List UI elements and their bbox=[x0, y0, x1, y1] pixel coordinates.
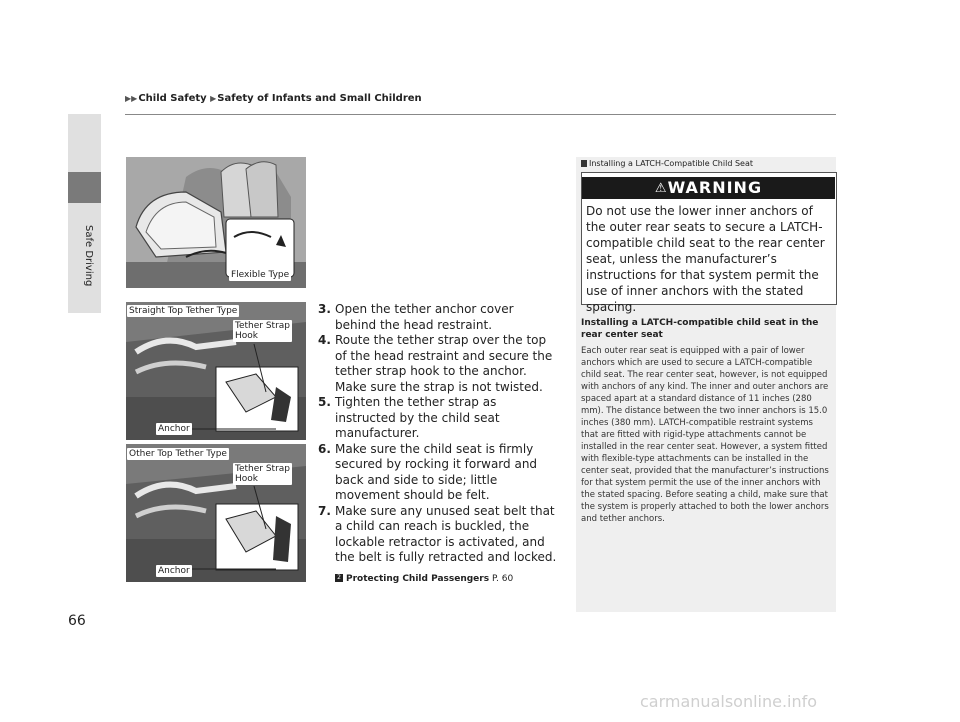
label-tether-strap-hook bbox=[233, 320, 292, 342]
step-item bbox=[318, 504, 558, 566]
figure-label-flexible-type: Flexible Type bbox=[231, 270, 290, 280]
figure-title-straight-top-tether: Straight Top Tether Type bbox=[129, 306, 238, 316]
breadcrumb bbox=[125, 93, 422, 104]
step-number: 4. bbox=[318, 333, 331, 347]
warning-header bbox=[582, 177, 835, 199]
step-number: 3. bbox=[318, 302, 331, 316]
step-number: 6. bbox=[318, 441, 331, 456]
sidebar-tab-top bbox=[68, 114, 101, 172]
page-number: 66 bbox=[68, 613, 86, 629]
step-number: 5. bbox=[318, 395, 331, 409]
info-heading: Installing a LATCH-compatible child seat in the rear center seat bbox=[581, 318, 819, 340]
breadcrumb-arrow-icon: ▶ bbox=[210, 94, 217, 103]
warning-triangle-icon: ⚠ bbox=[654, 181, 668, 196]
step-text: Tighten the tether strap as instructed by the child seat manufacturer. bbox=[335, 395, 500, 440]
label-tether-strap: Tether Strap bbox=[235, 464, 291, 474]
breadcrumb-arrow-icon: ▶▶ bbox=[125, 94, 138, 103]
cross-reference-title: Protecting Child Passengers bbox=[346, 573, 490, 584]
breadcrumb-item-child-safety[interactable]: Child Safety bbox=[138, 93, 207, 104]
figure-flexible-type bbox=[126, 157, 306, 288]
info-body: Each outer rear seat is equipped with a pair of lower anchors which are used to secure a LATCH-compatible child seat. The rear center seat, however, is not equipped with anchors of any kind. The inner and outer anchors are spaced apart at a standard distance of 11 inches (280 mm). The distance between the two inner anchors is 15.0 inches (380 mm). LATCH-compatible restraint systems that are fitted with rigid-type attachments cannot be installed in the rear center seat. However, a system fitted with flexible-type attachments can be installed in the center seat, provided that the manufacturer’s instructions for that system permit the use of the inner anchors with the stated spacing. Before seating a child, make sure that the system is properly attached to both the lower anchors and tether anchors. bbox=[581, 346, 829, 524]
cross-reference-page: P. 60 bbox=[491, 573, 514, 584]
watermark: carmanualsonline.info bbox=[640, 692, 818, 711]
warning-label: WARNING bbox=[667, 178, 763, 197]
step-text: Make sure the child seat is firmly secured by rocking it forward and back and side to side; little movement should be felt. bbox=[335, 441, 538, 502]
step-item bbox=[318, 302, 558, 333]
figure-straight-top-tether bbox=[126, 302, 306, 440]
warning-text: Do not use the lower inner anchors of the outer rear seats to secure a LATCH-compatible child seat to the rear center seat, unless the manufacturer’s instructions for that system permit the use of inner anchors with the stated spacing. bbox=[586, 204, 825, 314]
sidebar-marker bbox=[68, 172, 101, 203]
figure-title-other-top-tether: Other Top Tether Type bbox=[129, 449, 227, 459]
side-note-title-text: Installing a LATCH-Compatible Child Seat bbox=[589, 159, 753, 168]
step-text: Open the tether anchor cover behind the head restraint. bbox=[335, 302, 514, 332]
label-anchor: Anchor bbox=[158, 566, 190, 576]
label-tether-strap-hook bbox=[233, 463, 292, 485]
side-note-title bbox=[581, 159, 753, 168]
reference-arrow-icon: 2 bbox=[335, 574, 343, 582]
figure-other-top-tether bbox=[126, 444, 306, 582]
instruction-steps bbox=[318, 302, 558, 587]
header-divider bbox=[125, 114, 836, 115]
step-item bbox=[318, 333, 558, 395]
label-hook: Hook bbox=[235, 474, 258, 484]
label-tether-strap: Tether Strap bbox=[235, 321, 291, 331]
note-marker-icon bbox=[581, 160, 587, 167]
section-label bbox=[82, 225, 94, 305]
step-item bbox=[318, 395, 558, 442]
section-label-text: Safe Driving bbox=[83, 225, 94, 287]
step-text: Route the tether strap over the top of the head restraint and secure the tether strap hook to the anchor. Make sure the strap is not twisted. bbox=[335, 333, 553, 394]
breadcrumb-item-safety-infants[interactable]: Safety of Infants and Small Children bbox=[217, 93, 422, 104]
label-anchor: Anchor bbox=[158, 424, 190, 434]
step-number: 7. bbox=[318, 503, 331, 518]
label-hook: Hook bbox=[235, 331, 258, 341]
step-text: Make sure any unused seat belt that a child can reach is buckled, the lockable retractor is activated, and the belt is fully retracted and locked. bbox=[335, 503, 557, 564]
step-item bbox=[318, 442, 558, 504]
cross-reference-link[interactable] bbox=[318, 572, 558, 588]
